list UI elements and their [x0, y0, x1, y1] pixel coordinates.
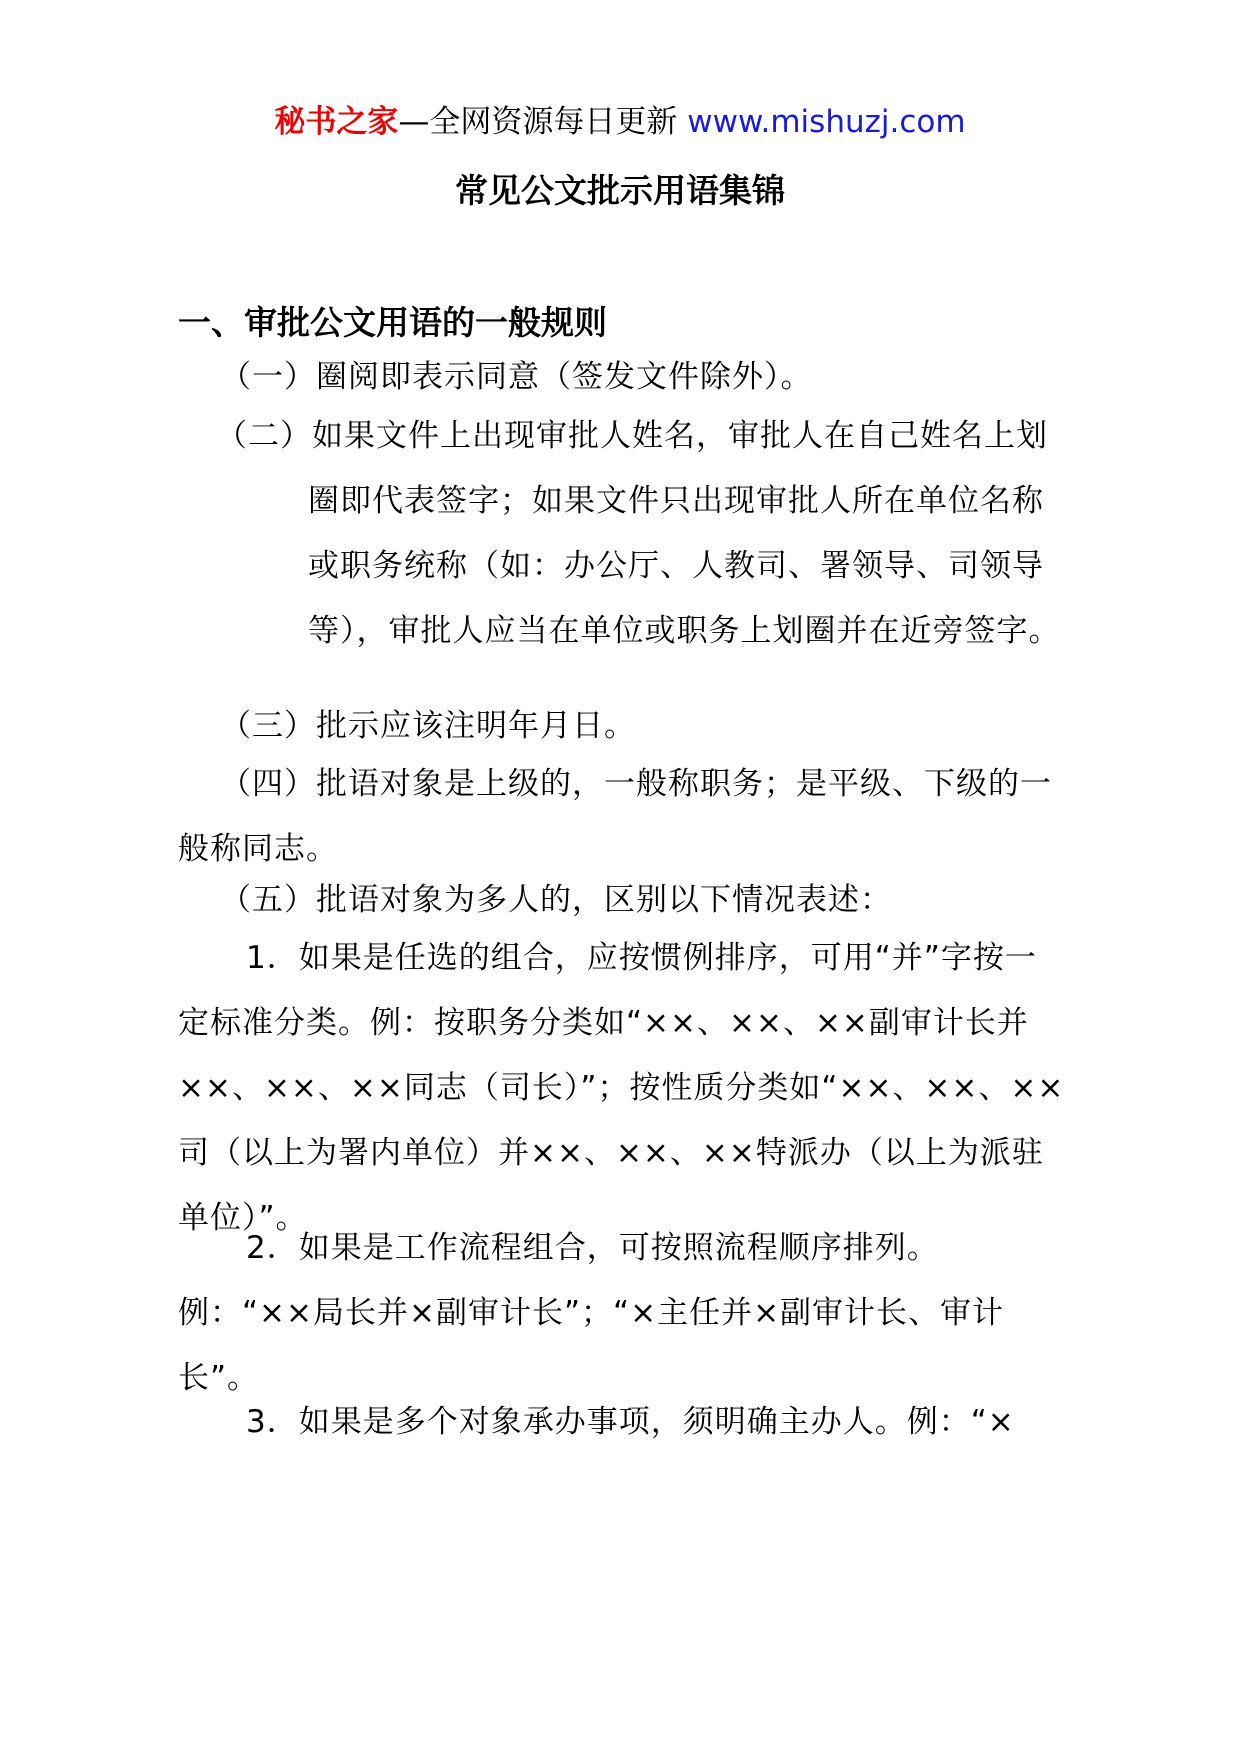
- paragraph-6: 1．如果是任选的组合，应按惯例排序，可用“并”字按一定标准分类。例：按职务分类如“××、××、××副审计长并××、××、××同志（司长）”；按性质分类如“××、××、××司（以上为署内单位）并××、××、××特派办（以上为派驻单位）”。: [178, 940, 1065, 1236]
- paragraph-2: （二）如果文件上出现审批人姓名，审批人在自己姓名上划圈即代表签字；如果文件只出现审批人所在单位名称或职务统称（如：办公厅、人教司、署领导、司领导等），审批人应当在单位或职务上划圈并在近旁签字。: [216, 418, 1061, 649]
- paragraph-1: （一）圈阅即表示同意（签发文件除外）。: [220, 359, 813, 395]
- site-url-link[interactable]: www.mishuzj.com: [687, 104, 966, 140]
- paragraph-1-block: [178, 345, 1068, 410]
- document-title: 常见公文批示用语集锦: [455, 171, 785, 210]
- site-header: [0, 100, 1240, 144]
- site-tagline: —全网资源每日更新: [398, 104, 688, 140]
- paragraph-4: （四）批语对象是上级的，一般称职务；是平级、下级的一般称同志。: [178, 766, 1052, 867]
- paragraph-8: 3．如果是多个对象承办事项，须明确主办人。例：“×: [246, 1404, 1015, 1440]
- section-heading: 一、审批公文用语的一般规则: [178, 303, 607, 342]
- paragraph-5: （五）批语对象为多人的，区别以下情况表述：: [220, 882, 892, 918]
- paragraph-3-block: [178, 694, 1068, 759]
- paragraph-6-block: [178, 926, 1068, 1251]
- paragraph-2-block: [178, 404, 1068, 664]
- paragraph-3: （三）批示应该注明年月日。: [220, 708, 636, 744]
- paragraph-7: 2．如果是工作流程组合，可按照流程顺序排列。例：“××局长并×副审计长”；“×主任并×副审计长、审计长”。: [178, 1230, 1005, 1396]
- paragraph-7-block: [178, 1216, 1068, 1411]
- paragraph-8-block: [178, 1390, 1068, 1455]
- paragraph-4-block: [178, 752, 1068, 882]
- paragraph-5-block: [178, 868, 1068, 933]
- brand-name: 秘书之家: [274, 104, 399, 140]
